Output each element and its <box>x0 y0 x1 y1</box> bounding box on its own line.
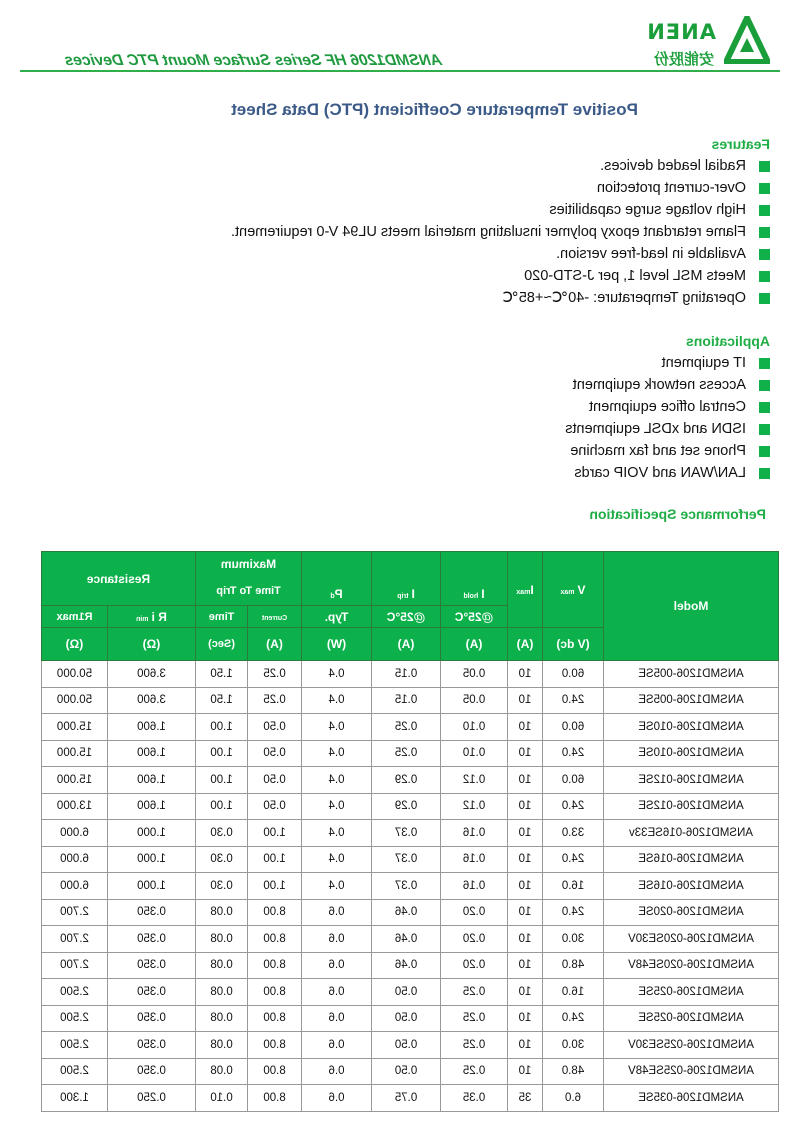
brand-name-cn: 安能股份 <box>653 51 714 68</box>
cell-imax: 10 <box>508 979 543 1006</box>
cell-itrip: 0.37 <box>372 820 441 847</box>
cell-ri-min: 0.350 <box>107 979 195 1006</box>
applications-item <box>565 440 770 462</box>
cell-model: ANSMD1206-016SE33v <box>604 820 779 847</box>
cell-itrip: 0.25 <box>372 714 441 741</box>
cell-vmax: 48.0 <box>543 1058 604 1085</box>
cell-ihold: 0.25 <box>441 1032 508 1059</box>
cell-ri-min: 1.000 <box>107 846 195 873</box>
cell-vmax: 33.0 <box>543 820 604 847</box>
cell-imax: 10 <box>508 926 543 953</box>
cell-ihold: 0.16 <box>441 846 508 873</box>
applications-item-text: Phone set and fax machine <box>570 443 746 459</box>
cell-r1-max: 15.000 <box>41 714 107 741</box>
features-item-text: High voltage surge capabilities <box>549 202 746 218</box>
company-logo <box>610 14 770 70</box>
cell-itrip: 0.46 <box>372 926 441 953</box>
performance-spec-table <box>41 551 779 1112</box>
cell-ihold: 0.20 <box>441 899 508 926</box>
cell-itrip: 0.50 <box>372 1058 441 1085</box>
green-square-bullet-icon <box>759 468 770 479</box>
header-itrip: I trip <box>372 552 441 606</box>
cell-vmax: 60.0 <box>543 661 604 688</box>
header-pd: Pd <box>302 552 372 606</box>
page-title: Positive Temperature Coefficient (PTC) Data Sheet <box>231 100 638 119</box>
cell-model: ANSMD1206-010SE <box>604 740 779 767</box>
cell-trip-time: 0.08 <box>195 1058 247 1085</box>
cell-r1-max: 1.300 <box>41 1085 107 1112</box>
cell-trip-current: 1.00 <box>248 846 302 873</box>
cell-trip-time: 0.08 <box>195 1032 247 1059</box>
cell-pd: 0.6 <box>302 952 372 979</box>
cell-model: ANSMD1206-025SE <box>604 979 779 1006</box>
table-row <box>41 793 778 820</box>
cell-imax: 35 <box>508 1085 543 1112</box>
cell-ihold: 0.16 <box>441 873 508 900</box>
cell-ri-min: 1.600 <box>107 767 195 794</box>
cell-trip-current: 0.50 <box>248 793 302 820</box>
cell-ihold: 0.12 <box>441 793 508 820</box>
cell-imax: 10 <box>508 767 543 794</box>
cell-itrip: 0.75 <box>372 1085 441 1112</box>
triangle-logo-icon <box>724 16 770 64</box>
cell-imax: 10 <box>508 687 543 714</box>
green-square-bullet-icon <box>759 161 770 172</box>
header-model: Model <box>604 552 779 661</box>
cell-model: ANSMD1206-012SE <box>604 767 779 794</box>
cell-model: ANSMD1206-025SE <box>604 1005 779 1032</box>
cell-itrip: 0.50 <box>372 1032 441 1059</box>
cell-itrip: 0.25 <box>372 740 441 767</box>
cell-pd: 0.4 <box>302 714 372 741</box>
features-item-text: Radial leaded devices. <box>600 158 746 174</box>
cell-r1-max: 15.000 <box>41 740 107 767</box>
cell-trip-time: 0.08 <box>195 926 247 953</box>
unit-rimin: (Ω) <box>107 628 195 661</box>
cell-r1-max: 2.500 <box>41 1005 107 1032</box>
cell-r1-max: 50.000 <box>41 661 107 688</box>
header-r1max: R1max <box>41 606 107 628</box>
cell-vmax: 48.0 <box>543 952 604 979</box>
unit-r1max: (Ω) <box>41 628 107 661</box>
cell-imax: 10 <box>508 661 543 688</box>
unit-imax: (A) <box>508 628 543 661</box>
features-item-text: Operating Temperature: -40℃~+85℃ <box>502 290 746 306</box>
cell-pd: 0.6 <box>302 1085 372 1112</box>
cell-trip-current: 8.00 <box>248 899 302 926</box>
green-square-bullet-icon <box>759 358 770 369</box>
table-row <box>41 1032 778 1059</box>
cell-trip-time: 1.00 <box>195 767 247 794</box>
performance-heading: Performance Specification <box>589 506 766 522</box>
cell-imax: 10 <box>508 1032 543 1059</box>
applications-item-text: LAN/WAN and VOIP cards <box>574 465 746 481</box>
cell-trip-current: 8.00 <box>248 1005 302 1032</box>
table-row <box>41 820 778 847</box>
header-ihold: I hold <box>441 552 508 606</box>
cell-ihold: 0.10 <box>441 740 508 767</box>
cell-vmax: 24.0 <box>543 687 604 714</box>
cell-itrip: 0.37 <box>372 873 441 900</box>
table-row <box>41 1058 778 1085</box>
cell-trip-time: 1.00 <box>195 793 247 820</box>
cell-itrip: 0.46 <box>372 899 441 926</box>
cell-vmax: 6.0 <box>543 1085 604 1112</box>
cell-trip-current: 1.00 <box>248 873 302 900</box>
green-square-bullet-icon <box>759 424 770 435</box>
header-itrip-cond: @25°C <box>372 606 441 628</box>
cell-ihold: 0.20 <box>441 926 508 953</box>
table-row <box>41 767 778 794</box>
cell-model: ANSMD1206-010SE <box>604 714 779 741</box>
features-item-text: Flame retardant epoxy polymer insulating material meets UL94 V-0 requirement. <box>231 224 746 240</box>
cell-trip-current: 8.00 <box>248 952 302 979</box>
features-item <box>231 155 770 177</box>
cell-model: ANSMD1206-005SE <box>604 687 779 714</box>
cell-itrip: 0.46 <box>372 952 441 979</box>
cell-trip-time: 1.00 <box>195 740 247 767</box>
cell-itrip: 0.15 <box>372 687 441 714</box>
cell-ihold: 0.10 <box>441 714 508 741</box>
applications-item <box>565 462 770 484</box>
cell-r1-max: 13.000 <box>41 793 107 820</box>
cell-pd: 0.6 <box>302 1005 372 1032</box>
table-row <box>41 740 778 767</box>
green-square-bullet-icon <box>759 380 770 391</box>
cell-r1-max: 15.000 <box>41 767 107 794</box>
cell-ri-min: 1.600 <box>107 740 195 767</box>
cell-pd: 0.4 <box>302 687 372 714</box>
cell-trip-time: 0.08 <box>195 952 247 979</box>
cell-imax: 10 <box>508 1058 543 1085</box>
table-row <box>41 873 778 900</box>
cell-pd: 0.6 <box>302 1032 372 1059</box>
cell-model: ANSMD1206-020SE30V <box>604 926 779 953</box>
applications-item-text: Central office equipment <box>589 399 746 415</box>
cell-model: ANSMD1206-005SE <box>604 661 779 688</box>
cell-imax: 10 <box>508 846 543 873</box>
cell-ri-min: 0.350 <box>107 952 195 979</box>
applications-heading: Applications <box>685 333 770 349</box>
cell-trip-current: 8.00 <box>248 926 302 953</box>
cell-pd: 0.4 <box>302 793 372 820</box>
cell-trip-time: 0.08 <box>195 899 247 926</box>
cell-pd: 0.6 <box>302 1058 372 1085</box>
cell-model: ANSMD1206-025SE30V <box>604 1032 779 1059</box>
cell-imax: 10 <box>508 873 543 900</box>
cell-itrip: 0.50 <box>372 1005 441 1032</box>
applications-item <box>565 396 770 418</box>
header-resistance: Resistance <box>41 552 195 606</box>
unit-ihold: (A) <box>441 628 508 661</box>
cell-vmax: 16.0 <box>543 979 604 1006</box>
features-item <box>231 221 770 243</box>
cell-r1-max: 2.500 <box>41 1058 107 1085</box>
features-item-text: Available in lead-free version. <box>556 246 746 262</box>
features-item <box>231 243 770 265</box>
table-row <box>41 661 778 688</box>
cell-vmax: 24.0 <box>543 740 604 767</box>
applications-item-text: ISDN and xDSL equipments <box>565 421 746 437</box>
cell-pd: 0.4 <box>302 873 372 900</box>
cell-pd: 0.4 <box>302 661 372 688</box>
cell-trip-time: 1.50 <box>195 687 247 714</box>
brand-name-en: ANEN <box>646 20 716 44</box>
features-item-text: Meets MSL level 1, per J-STD-020 <box>524 268 746 284</box>
header-time-to-trip: Time To Trip <box>195 577 301 606</box>
cell-r1-max: 2.700 <box>41 952 107 979</box>
cell-ihold: 0.25 <box>441 1058 508 1085</box>
unit-vmax: (V dc) <box>543 628 604 661</box>
cell-pd: 0.6 <box>302 926 372 953</box>
header-ihold-cond: @25°C <box>441 606 508 628</box>
cell-ihold: 0.16 <box>441 820 508 847</box>
cell-imax: 10 <box>508 714 543 741</box>
cell-trip-time: 1.50 <box>195 661 247 688</box>
cell-vmax: 60.0 <box>543 714 604 741</box>
cell-pd: 0.6 <box>302 899 372 926</box>
green-square-bullet-icon <box>759 183 770 194</box>
cell-r1-max: 2.700 <box>41 926 107 953</box>
cell-trip-current: 0.25 <box>248 687 302 714</box>
cell-r1-max: 6.000 <box>41 873 107 900</box>
unit-itrip: (A) <box>372 628 441 661</box>
unit-current: (A) <box>248 628 302 661</box>
green-square-bullet-icon <box>759 293 770 304</box>
header-vmax: V max <box>543 552 604 628</box>
applications-item <box>565 418 770 440</box>
table-row <box>41 1005 778 1032</box>
cell-ihold: 0.05 <box>441 661 508 688</box>
cell-ihold: 0.20 <box>441 952 508 979</box>
cell-ri-min: 3.600 <box>107 687 195 714</box>
cell-trip-current: 0.50 <box>248 714 302 741</box>
cell-ri-min: 0.350 <box>107 926 195 953</box>
applications-list <box>565 352 770 484</box>
cell-model: ANSMD1206-012SE <box>604 793 779 820</box>
cell-ri-min: 1.000 <box>107 820 195 847</box>
table-row <box>41 952 778 979</box>
features-item-text: Over-current protection <box>596 180 746 196</box>
document-series-title: ANSMD1206 HF Series Surface Mount PTC Devices <box>63 52 444 69</box>
applications-item-text: IT equipment <box>661 355 746 371</box>
cell-trip-current: 8.00 <box>248 1085 302 1112</box>
unit-pd: (W) <box>302 628 372 661</box>
cell-model: ANSMD1206-016SE <box>604 846 779 873</box>
cell-itrip: 0.50 <box>372 979 441 1006</box>
cell-model: ANSMD1206-020SE48V <box>604 952 779 979</box>
cell-ri-min: 0.350 <box>107 1058 195 1085</box>
cell-vmax: 60.0 <box>543 767 604 794</box>
cell-imax: 10 <box>508 740 543 767</box>
cell-trip-time: 0.08 <box>195 1005 247 1032</box>
cell-ihold: 0.05 <box>441 687 508 714</box>
applications-item-text: Access network equipment <box>572 377 746 393</box>
table-row <box>41 687 778 714</box>
cell-model: ANSMD1206-020SE <box>604 899 779 926</box>
cell-trip-current: 0.50 <box>248 740 302 767</box>
cell-ihold: 0.12 <box>441 767 508 794</box>
cell-ri-min: 3.600 <box>107 661 195 688</box>
applications-item <box>565 374 770 396</box>
table-row <box>41 979 778 1006</box>
header-divider <box>20 70 780 72</box>
cell-r1-max: 2.500 <box>41 1032 107 1059</box>
cell-imax: 10 <box>508 820 543 847</box>
cell-itrip: 0.37 <box>372 846 441 873</box>
cell-ri-min: 0.350 <box>107 1005 195 1032</box>
cell-ri-min: 0.250 <box>107 1085 195 1112</box>
header-time: Time <box>195 606 247 628</box>
green-square-bullet-icon <box>759 402 770 413</box>
unit-time: (Sec) <box>195 628 247 661</box>
table-row <box>41 926 778 953</box>
cell-ri-min: 0.350 <box>107 1032 195 1059</box>
cell-r1-max: 6.000 <box>41 846 107 873</box>
cell-trip-current: 0.25 <box>248 661 302 688</box>
cell-r1-max: 2.700 <box>41 899 107 926</box>
cell-vmax: 24.0 <box>543 1005 604 1032</box>
cell-trip-time: 1.00 <box>195 714 247 741</box>
green-square-bullet-icon <box>759 227 770 238</box>
cell-model: ANSMD1206-035SE <box>604 1085 779 1112</box>
cell-ri-min: 1.600 <box>107 714 195 741</box>
features-item <box>231 265 770 287</box>
cell-imax: 10 <box>508 899 543 926</box>
green-square-bullet-icon <box>759 249 770 260</box>
cell-r1-max: 2.500 <box>41 979 107 1006</box>
green-square-bullet-icon <box>759 271 770 282</box>
table-row <box>41 899 778 926</box>
cell-trip-time: 0.30 <box>195 873 247 900</box>
cell-vmax: 24.0 <box>543 793 604 820</box>
features-item <box>231 177 770 199</box>
cell-r1-max: 50.000 <box>41 687 107 714</box>
cell-ri-min: 1.600 <box>107 793 195 820</box>
features-item <box>231 199 770 221</box>
cell-pd: 0.4 <box>302 820 372 847</box>
cell-itrip: 0.29 <box>372 767 441 794</box>
cell-ri-min: 0.350 <box>107 899 195 926</box>
cell-ri-min: 1.000 <box>107 873 195 900</box>
table-row <box>41 1085 778 1112</box>
cell-ihold: 0.25 <box>441 1005 508 1032</box>
cell-pd: 0.4 <box>302 740 372 767</box>
cell-r1-max: 6.000 <box>41 820 107 847</box>
cell-imax: 10 <box>508 952 543 979</box>
cell-itrip: 0.29 <box>372 793 441 820</box>
features-heading: Features <box>711 136 770 152</box>
cell-vmax: 30.0 <box>543 1032 604 1059</box>
cell-trip-current: 8.00 <box>248 1058 302 1085</box>
cell-trip-current: 0.50 <box>248 767 302 794</box>
cell-imax: 10 <box>508 1005 543 1032</box>
cell-trip-time: 0.30 <box>195 820 247 847</box>
cell-trip-current: 1.00 <box>248 820 302 847</box>
green-square-bullet-icon <box>759 205 770 216</box>
table-row <box>41 714 778 741</box>
cell-itrip: 0.15 <box>372 661 441 688</box>
cell-pd: 0.6 <box>302 979 372 1006</box>
cell-vmax: 30.0 <box>543 926 604 953</box>
green-square-bullet-icon <box>759 446 770 457</box>
cell-model: ANSMD1206-025SE48V <box>604 1058 779 1085</box>
header-maximum: Maximum <box>195 552 301 577</box>
cell-pd: 0.4 <box>302 767 372 794</box>
cell-trip-current: 8.00 <box>248 979 302 1006</box>
table-row <box>41 846 778 873</box>
cell-imax: 10 <box>508 793 543 820</box>
header-imax: Imax <box>508 552 543 628</box>
features-item <box>231 287 770 309</box>
cell-trip-time: 0.08 <box>195 979 247 1006</box>
cell-vmax: 24.0 <box>543 846 604 873</box>
cell-ihold: 0.35 <box>441 1085 508 1112</box>
cell-ihold: 0.25 <box>441 979 508 1006</box>
cell-vmax: 16.0 <box>543 873 604 900</box>
header-current: Current <box>248 606 302 628</box>
header-pd-typ: Typ. <box>302 606 372 628</box>
cell-model: ANSMD1206-016SE <box>604 873 779 900</box>
cell-trip-current: 8.00 <box>248 1032 302 1059</box>
applications-item <box>565 352 770 374</box>
cell-trip-time: 0.30 <box>195 846 247 873</box>
cell-trip-time: 0.10 <box>195 1085 247 1112</box>
cell-pd: 0.4 <box>302 846 372 873</box>
features-list <box>231 155 770 309</box>
header-rimin: R i min <box>107 606 195 628</box>
cell-vmax: 24.0 <box>543 899 604 926</box>
